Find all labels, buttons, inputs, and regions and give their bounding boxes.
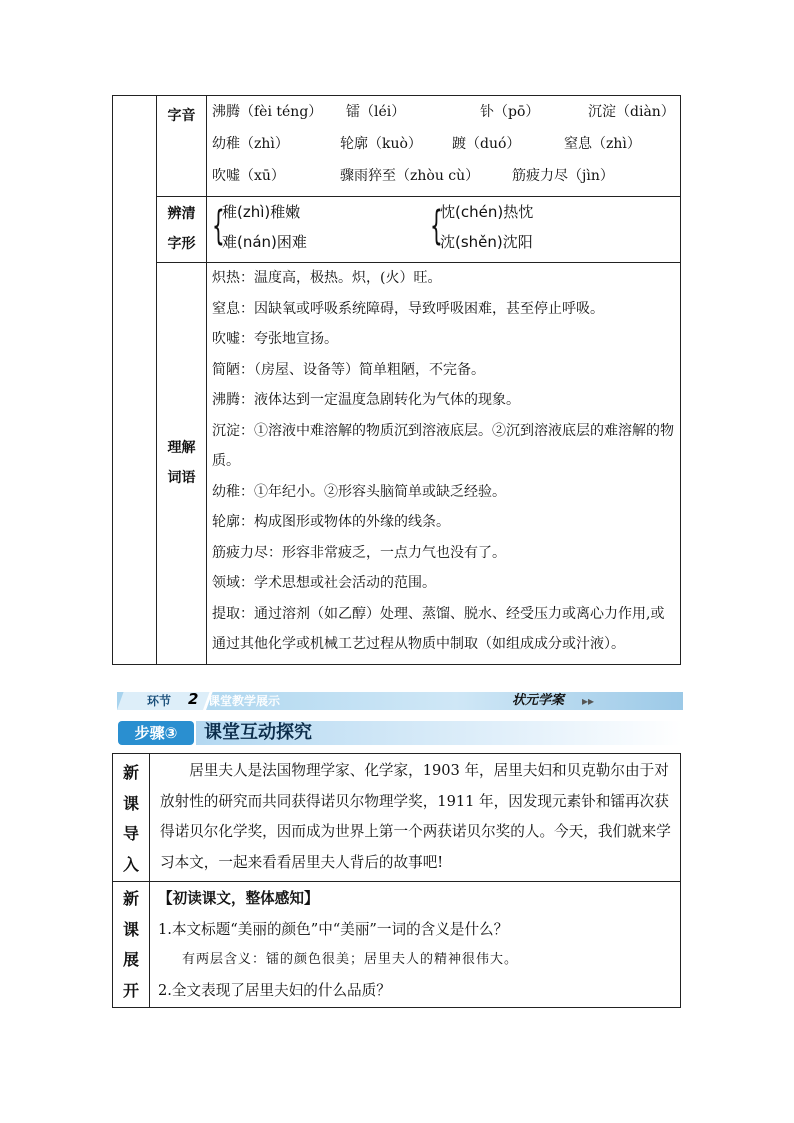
intro-label (113, 754, 150, 882)
step-title: 课堂互动探究 (204, 722, 312, 743)
definition: 领域：学术思想或社会活动的范围。 (212, 575, 436, 591)
pronunciation-cell (207, 96, 681, 197)
pron-item: 筋疲力尽（jìn） (512, 168, 614, 184)
words-label-line: 词语 (167, 470, 196, 487)
definition: 筋疲力尽：形容非常疲乏，一点力气也没有了。 (212, 544, 506, 561)
section-label: 环节 (147, 694, 172, 708)
shapes-label-line: 字形 (167, 236, 196, 252)
definition: 炽热：温度高，极热。炽，(火）旺。 (212, 270, 442, 286)
step-badge: 步骤③ (118, 721, 194, 745)
expand-label-char: 开 (122, 980, 139, 1000)
pron-item: 钋（pō） (480, 104, 540, 120)
pronunciation-row-3 (212, 160, 676, 192)
shapes-label-line: 辨清 (167, 206, 196, 222)
pron-item: 踱（duó） (452, 136, 521, 152)
definition: 幼稚：①年纪小。②形容头脑简单或缺乏经验。 (212, 483, 506, 500)
shape-item: 稚(zhì)稚嫩 (222, 203, 301, 221)
brand-arrows-icon: ▸▸ (582, 694, 595, 708)
table-gutter (113, 96, 157, 665)
intro-label-char: 新 (122, 763, 139, 782)
left-brace-icon: { (212, 203, 225, 249)
pron-item: 沸腾（fèi téng） (212, 104, 323, 120)
answer-1: 有两层含义：镭的颜色很美；居里夫人的精神很伟大。 (182, 952, 519, 967)
lesson-table (112, 753, 681, 1008)
section-number: 2 (188, 690, 199, 708)
expand-heading: 【初读课文，整体感知】 (158, 890, 319, 907)
expand-label-char: 课 (122, 919, 139, 939)
shapes-label (157, 197, 207, 263)
pron-item: 轮廓（kuò） (340, 136, 422, 152)
definition: 吹嘘：夸张地宣扬。 (212, 331, 338, 347)
vocab-table (112, 95, 681, 665)
pron-item: 吹嘘（xū） (212, 168, 285, 184)
words-label-line: 理解 (167, 440, 196, 457)
definition: 轮廓：构成图形或物体的外缘的线条。 (212, 514, 450, 530)
pronunciation-row-1 (212, 96, 676, 128)
shapes-grid (212, 197, 676, 259)
shape-item: 沈(shěn)沈阳 (440, 233, 533, 251)
intro-label-char: 入 (122, 854, 139, 874)
intro-text: 居里夫人是法国物理学家、化学家，1903 年，居里夫妇和贝克勒尔由于对放射性的研究而共同获得诺贝尔物理学奖，1911 年，因发现元素钋和镭再次获得诺贝尔化学奖，因而成为世界上第一个两获诺贝尔奖的人。今天，我们就来学习本文，一起来看看居里夫人背后的故事吧! (150, 754, 681, 882)
intro-label-char: 导 (122, 824, 139, 843)
definition: 沸腾：液体达到一定温度急剧转化为气体的现象。 (212, 392, 520, 408)
shape-item: 难(nán)困难 (222, 233, 307, 251)
expand-content (150, 882, 681, 1008)
shapes-cell (207, 197, 681, 263)
brand-label: 状元学案 (512, 693, 565, 708)
pronunciation-row-2 (212, 128, 676, 160)
definition: 提取：通过溶剂（如乙醇）处理、蒸馏、脱水、经受压力或离心力作用,或通过其他化学或机械工艺过程从物质中制取（如组成成分或汁液）。 (212, 605, 665, 652)
definition: 窒息：因缺氧或呼吸系统障碍，导致呼吸困难，甚至停止呼吸。 (212, 300, 604, 317)
right-brace-icon: { (430, 203, 443, 249)
pron-item: 幼稚（zhì） (212, 136, 289, 152)
intro-label-char: 课 (122, 793, 139, 813)
pron-item: 骤雨猝至（zhòu cù） (340, 168, 480, 184)
pron-item: 镭（léi） (346, 104, 406, 120)
pronunciation-label: 字音 (157, 96, 207, 197)
pron-item: 窒息（zhì） (564, 136, 641, 152)
definition: 简陋：（房屋、设备等）简单粗陋，不完备。 (212, 361, 485, 378)
pron-item: 沉淀（diàn） (588, 104, 675, 120)
expand-label-char: 展 (122, 950, 139, 969)
words-label (157, 263, 207, 665)
definition: 沉淀：①溶液中难溶解的物质沉到溶液底层。②沉到溶液底层的难溶解的物质。 (212, 422, 674, 469)
question-1: 1.本文标题“美丽的颜色”中“美丽”一词的含义是什么？ (158, 920, 509, 938)
shape-item: 忱(chén)热忱 (440, 203, 534, 221)
definitions-cell (207, 263, 681, 665)
question-2: 2.全文表现了居里夫妇的什么品质？ (158, 981, 391, 999)
section-title: 课堂教学展示 (208, 694, 281, 708)
expand-label (113, 882, 150, 1008)
expand-label-char: 新 (122, 889, 139, 908)
